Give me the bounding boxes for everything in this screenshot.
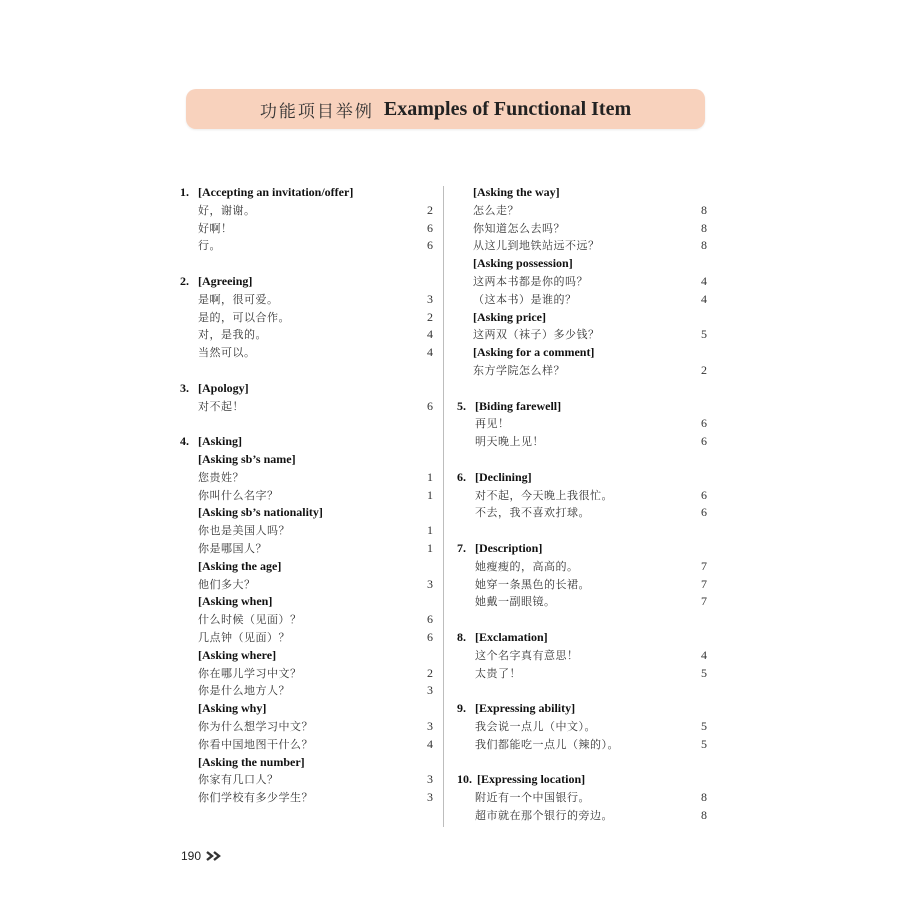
list-item — [457, 718, 707, 736]
lesson-number: 8 — [701, 790, 707, 805]
phrase-text: 附近有一个中国银行。 — [475, 791, 590, 805]
title-english: Examples of Functional Item — [383, 97, 632, 120]
section-number: 8. — [457, 629, 466, 644]
phrase-text: 对不起，今天晚上我很忙。 — [475, 488, 613, 502]
section-heading — [457, 629, 707, 647]
lesson-number: 6 — [427, 220, 433, 235]
section-title: [Description] — [475, 540, 543, 555]
section-title: [Accepting an invitation/offer] — [198, 185, 354, 199]
lesson-number: 1 — [427, 487, 433, 502]
section-number: 2. — [180, 273, 189, 288]
lesson-number: 4 — [427, 736, 433, 751]
list-item — [180, 736, 433, 754]
phrase-text: 好啊！ — [198, 221, 233, 235]
phrase-text: 她戴一副眼镜。 — [475, 595, 556, 609]
list-item — [457, 433, 707, 451]
lesson-number: 3 — [427, 790, 433, 805]
section-heading-text — [180, 184, 353, 202]
phrase-text: 当然可以。 — [198, 346, 256, 360]
section-heading — [180, 380, 433, 398]
section-gap — [457, 380, 707, 398]
list-item — [457, 736, 707, 754]
section-heading — [457, 398, 707, 416]
sub-heading: [Asking sb’s name] — [198, 451, 296, 466]
function-section — [457, 700, 707, 753]
sub-heading: [Asking when] — [198, 594, 273, 609]
title-chinese: 功能项目举例 — [259, 101, 374, 122]
phrase-text: 你看中国地图干什么？ — [198, 737, 313, 751]
section-heading-text — [180, 273, 252, 291]
list-item — [180, 398, 433, 416]
section-heading — [457, 771, 707, 789]
section-heading — [457, 700, 707, 718]
function-section — [457, 629, 707, 682]
phrase-text: 你在哪儿学习中文？ — [198, 666, 302, 680]
function-section — [180, 433, 433, 807]
lesson-number: 2 — [427, 202, 433, 217]
sub-heading: [Asking possession] — [473, 256, 573, 271]
phrase-text: 什么时候（见面）？ — [198, 613, 302, 627]
phrase-text: 你为什么想学习中文？ — [198, 719, 313, 733]
section-title: [Declining] — [475, 469, 532, 484]
list-item — [457, 789, 707, 807]
sub-heading: [Asking the age] — [198, 558, 282, 573]
section-heading — [180, 433, 433, 451]
section-number: 1. — [180, 185, 189, 199]
section-title: [Agreeing] — [198, 273, 253, 288]
lesson-number: 6 — [427, 238, 433, 253]
left-column — [180, 184, 433, 807]
lesson-number: 5 — [701, 718, 707, 733]
list-item — [180, 487, 433, 505]
section-title: [Asking] — [198, 434, 243, 449]
lesson-number: 6 — [427, 629, 433, 644]
column-divider — [443, 186, 444, 827]
continued-asking-section — [457, 184, 707, 380]
lesson-number: 6 — [701, 487, 707, 502]
phrase-text: 你是什么地方人？ — [198, 684, 290, 698]
list-item — [180, 540, 433, 558]
function-section — [180, 273, 433, 362]
section-number: 4. — [180, 434, 189, 449]
sub-heading: [Asking for a comment] — [473, 345, 595, 360]
list-item — [180, 202, 433, 220]
phrase-text: 这个名字真有意思！ — [475, 648, 579, 662]
sub-heading: [Asking price] — [473, 309, 546, 324]
section-title: [Apology] — [198, 380, 249, 395]
sub-heading: [Asking where] — [198, 647, 277, 662]
phrase-text: 你也是美国人吗？ — [198, 524, 290, 538]
lesson-number: 3 — [427, 683, 433, 698]
lesson-number: 2 — [701, 362, 707, 377]
lesson-number: 4 — [427, 327, 433, 342]
list-item — [457, 593, 707, 611]
lesson-number: 5 — [701, 736, 707, 751]
section-heading — [180, 273, 433, 291]
list-item — [180, 326, 433, 344]
list-item — [180, 291, 433, 309]
title-banner — [186, 89, 705, 129]
list-item — [457, 273, 707, 291]
phrase-text: 这两本书都是你的吗？ — [473, 274, 588, 288]
lesson-number: 6 — [427, 398, 433, 413]
list-item — [457, 487, 707, 505]
list-item — [180, 611, 433, 629]
list-item — [180, 220, 433, 238]
section-heading-text — [457, 540, 542, 558]
function-section — [180, 184, 433, 255]
section-number: 10. — [457, 772, 472, 787]
function-section — [457, 398, 707, 451]
phrase-text: 您贵姓？ — [198, 470, 244, 484]
section-gap — [457, 754, 707, 772]
lesson-number: 3 — [427, 772, 433, 787]
list-item — [180, 718, 433, 736]
list-item — [180, 309, 433, 327]
section-title: [Expressing location] — [477, 772, 586, 787]
function-section — [180, 380, 433, 416]
lesson-number: 6 — [701, 505, 707, 520]
phrase-text: 她穿一条黑色的长裙。 — [475, 577, 590, 591]
list-item — [180, 522, 433, 540]
section-heading-text — [180, 380, 249, 398]
phrase-text: 你知道怎么去吗？ — [473, 221, 565, 235]
section-heading-text — [457, 398, 561, 416]
section-gap — [180, 415, 433, 433]
phrase-text: 我会说一点儿（中文）。 — [475, 719, 596, 733]
list-item — [457, 326, 707, 344]
list-item — [457, 362, 707, 380]
lesson-number: 4 — [427, 345, 433, 360]
phrase-text: 我们都能吃一点儿（辣的）。 — [475, 737, 619, 751]
phrase-text: 你家有几口人？ — [198, 773, 279, 787]
phrase-text: 他们多大？ — [198, 577, 256, 591]
lesson-number: 4 — [701, 291, 707, 306]
list-item — [180, 682, 433, 700]
section-heading — [457, 540, 707, 558]
phrase-text: 不去，我不喜欢打球。 — [475, 506, 590, 520]
phrase-text: 超市就在那个银行的旁边。 — [475, 808, 613, 822]
lesson-number: 4 — [701, 647, 707, 662]
list-item — [457, 576, 707, 594]
phrase-text: 你叫什么名字？ — [198, 488, 279, 502]
function-section — [457, 540, 707, 611]
list-item — [457, 665, 707, 683]
phrase-text: 再见！ — [475, 417, 510, 431]
list-item — [180, 576, 433, 594]
lesson-number: 6 — [427, 612, 433, 627]
section-number: 9. — [457, 701, 466, 716]
lesson-number: 6 — [701, 416, 707, 431]
lesson-number: 8 — [701, 220, 707, 235]
section-gap — [457, 611, 707, 629]
section-number: 7. — [457, 540, 466, 555]
lesson-number: 4 — [701, 273, 707, 288]
list-item — [457, 237, 707, 255]
lesson-number: 7 — [701, 558, 707, 573]
phrase-text: （这本书）是谁的？ — [473, 292, 577, 306]
lesson-number: 5 — [701, 327, 707, 342]
lesson-number: 5 — [701, 665, 707, 680]
lesson-number: 8 — [701, 238, 707, 253]
section-heading-text — [180, 433, 242, 451]
section-heading — [180, 184, 433, 202]
section-heading-text — [457, 700, 575, 718]
phrase-text: 对，是我的。 — [198, 328, 267, 342]
list-item — [457, 647, 707, 665]
list-item — [180, 237, 433, 255]
list-item — [457, 504, 707, 522]
lesson-number: 6 — [701, 434, 707, 449]
double-chevron-right-icon — [206, 851, 226, 861]
section-heading-text — [457, 469, 532, 487]
section-number: 6. — [457, 469, 466, 484]
phrase-text: 对不起！ — [198, 399, 244, 413]
section-gap — [180, 362, 433, 380]
phrase-text: 明天晚上见！ — [475, 435, 544, 449]
lesson-number: 3 — [427, 718, 433, 733]
lesson-number: 3 — [427, 576, 433, 591]
sub-heading: [Asking the number] — [198, 754, 305, 769]
phrase-text: 怎么走？ — [473, 203, 519, 217]
phrase-text: 是啊，很可爱。 — [198, 292, 279, 306]
section-heading — [457, 469, 707, 487]
section-number: 3. — [180, 380, 189, 395]
list-item — [457, 291, 707, 309]
section-title: [Biding farewell] — [475, 398, 562, 413]
list-item — [457, 807, 707, 825]
function-section — [457, 469, 707, 522]
list-item — [180, 789, 433, 807]
phrase-text: 好，谢谢。 — [198, 203, 256, 217]
lesson-number: 1 — [427, 523, 433, 538]
section-number: 5. — [457, 398, 466, 413]
list-item — [457, 202, 707, 220]
phrase-text: 她瘦瘦的，高高的。 — [475, 559, 579, 573]
sub-heading: [Asking sb’s nationality] — [198, 505, 323, 520]
lesson-number: 7 — [701, 594, 707, 609]
section-gap — [457, 682, 707, 700]
list-item — [180, 771, 433, 789]
list-item — [180, 629, 433, 647]
list-item — [457, 220, 707, 238]
phrase-text: 这两双（袜子）多少钱？ — [473, 328, 600, 342]
phrase-text: 东方学院怎么样？ — [473, 363, 565, 377]
phrase-text: 太贵了！ — [475, 666, 521, 680]
section-heading-text — [457, 771, 585, 789]
list-item — [457, 558, 707, 576]
phrase-text: 你们学校有多少学生？ — [198, 791, 313, 805]
lesson-number: 3 — [427, 291, 433, 306]
page-footer — [181, 849, 226, 863]
section-gap — [457, 451, 707, 469]
list-item — [180, 665, 433, 683]
list-item — [457, 415, 707, 433]
phrase-text: 行。 — [198, 239, 221, 253]
lesson-number: 1 — [427, 469, 433, 484]
lesson-number: 1 — [427, 540, 433, 555]
list-item — [180, 344, 433, 362]
section-title: [Exclamation] — [475, 629, 548, 644]
section-heading-text — [457, 629, 548, 647]
page-number: 190 — [181, 849, 202, 863]
phrase-text: 从这儿到地铁站远不远？ — [473, 239, 600, 253]
section-gap — [457, 522, 707, 540]
section-gap — [180, 255, 433, 273]
lesson-number: 8 — [701, 202, 707, 217]
lesson-number: 2 — [427, 309, 433, 324]
section-title: [Expressing ability] — [475, 701, 576, 716]
sub-heading: [Asking why] — [198, 701, 267, 716]
function-section — [457, 771, 707, 824]
lesson-number: 7 — [701, 576, 707, 591]
lesson-number: 8 — [701, 807, 707, 822]
right-column — [457, 184, 707, 825]
phrase-text: 你是哪国人？ — [198, 541, 267, 555]
sub-heading: [Asking the way] — [473, 185, 560, 199]
list-item — [180, 469, 433, 487]
phrase-text: 几点钟（见面）？ — [198, 630, 290, 644]
lesson-number: 2 — [427, 665, 433, 680]
phrase-text: 是的，可以合作。 — [198, 310, 290, 324]
